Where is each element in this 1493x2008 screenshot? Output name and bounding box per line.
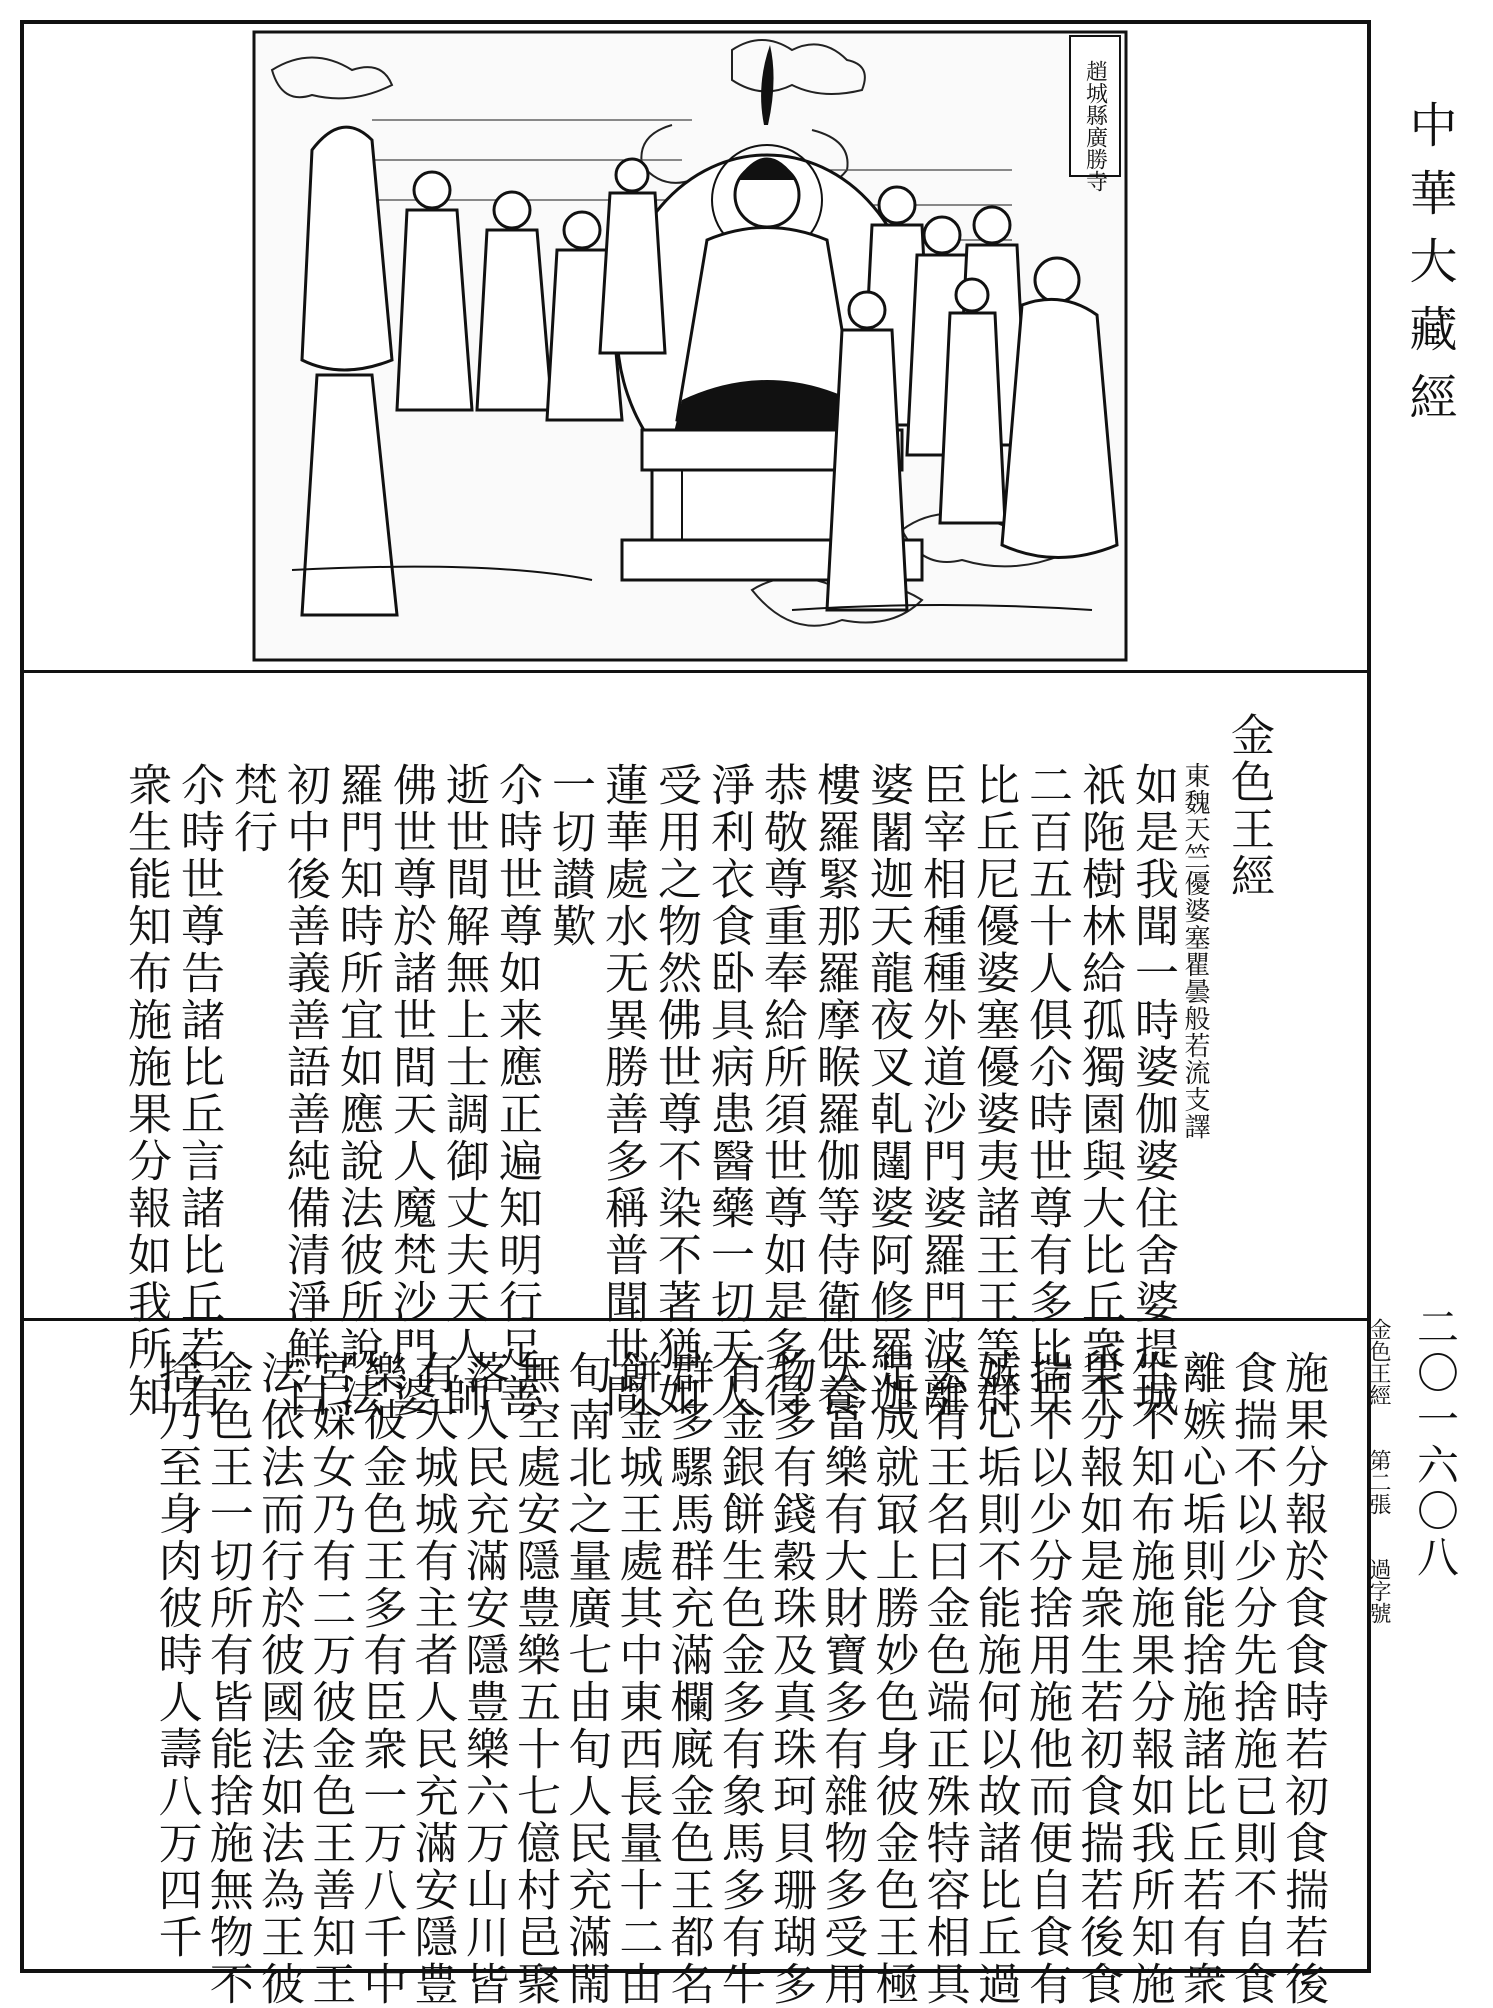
text-column-lower-17: 落人民充滿安隱豊樂六万山川皆: [457, 1350, 509, 2008]
text-column-lower-16: 無空處安隱豊樂五十七億村邑聚: [509, 1350, 560, 2008]
illustration-caption: 趙城縣廣勝寺: [1082, 60, 1108, 192]
text-column-7: 樓羅緊那羅摩睺羅伽等侍衛供養: [809, 762, 860, 1420]
side-title: 中華大藏經: [1401, 100, 1457, 440]
text-column-lower-19: 樂彼金色王多有臣衆一万八千中: [355, 1350, 407, 2008]
text-column-lower-3: 離嫉心垢則能捨施諸比丘若有衆: [1174, 1350, 1226, 2008]
text-column-lower-1: 施果分報於食食時若初食揣若後: [1277, 1350, 1328, 2008]
text-column-10: 受用之物然佛世尊不染不著猶如: [650, 762, 701, 1420]
text-column-lower-12: 有金銀餅生色金多有象馬多有牛: [713, 1350, 765, 2008]
text-column-lower-21: 法依法而行於彼國法如法為王彼: [253, 1350, 304, 2008]
text-column-18: 梵行: [226, 762, 277, 856]
text-column-9: 淨利衣食卧具病患醫藥一切天人: [703, 762, 754, 1420]
text-column-16: 羅門知時所宜如應說法彼所說法: [332, 762, 383, 1420]
translator-credit: 東魏天竺優婆塞瞿曇般若流支譯: [1180, 762, 1210, 1140]
text-column-5: 臣宰相種種外道沙門婆羅門波離: [915, 762, 966, 1420]
text-column-lower-23: 捨乃至身肉彼時人壽八万四千: [150, 1350, 202, 1961]
text-column-lower-2: 食揣不以少分先捨施已則不自食: [1225, 1350, 1277, 2008]
text-column-lower-4: 生不知布施施果分報如我所知施: [1123, 1350, 1175, 2008]
colophon: [1360, 1318, 1394, 1642]
section-divider-top: [20, 670, 1371, 673]
text-column-13: 尒時世尊如来應正遍知明行足善: [491, 762, 542, 1420]
text-column-lower-7: 嫉心垢則不能施何以故諸比丘過: [969, 1350, 1021, 2008]
text-column-lower-14: 餅金城王處其中東西長量十二由: [611, 1350, 663, 2008]
text-column-6: 婆闍迦天龍夜叉乹闥婆阿修羅迦: [862, 762, 913, 1420]
text-column-4: 比丘尼優婆塞優婆夷諸王王等群: [968, 762, 1019, 1420]
text-column-lower-13: 群多騾馬群充滿欄廐金色王都名: [662, 1350, 714, 2008]
text-column-lower-6: 揣不以少分捨用施他而便自食有: [1021, 1350, 1072, 2008]
text-column-8: 恭敬尊重奉給所須世尊如是多得: [756, 762, 807, 1420]
text-column-lower-10: 大冨樂有大財寶多有雜物多受用: [816, 1350, 868, 2008]
text-column-19: 尒時世尊告諸比丘言諸比丘若有: [173, 762, 224, 1420]
text-column-lower-18: 有大城城有主者人民充滿安隱豊: [406, 1350, 458, 2008]
text-column-lower-11: 物多有錢穀珠及真珠珂貝珊瑚多: [765, 1350, 816, 2008]
text-column-lower-9: 足成就冣上勝妙色身彼金色王極: [867, 1350, 919, 2008]
text-column-14: 逝世間解無上士調御丈夫天人師: [438, 762, 489, 1420]
text-column-1: 如是我聞一時婆伽婆住舍婆提城: [1127, 762, 1178, 1420]
text-column-lower-22: 金色王一切所有皆能捨施無物不: [201, 1350, 253, 2008]
page-number: 二〇一六〇八: [1411, 1305, 1460, 1581]
colophon-title: 金色王經: [1366, 1318, 1391, 1406]
text-column-15: 佛世尊於諸世間天人魔梵沙門婆: [385, 762, 436, 1420]
text-column-lower-8: 去有王名曰金色端正殊特容相具: [918, 1350, 970, 2008]
text-column-12: 一切讃歎: [544, 762, 595, 950]
sutra-title: 金色王經: [1223, 712, 1274, 900]
colophon-mark: 過字號: [1366, 1558, 1391, 1624]
text-column-20: 衆生能知布施施果分報如我所知: [120, 762, 171, 1420]
text-column-3: 二百五十人俱尒時世尊有多比丘: [1021, 762, 1072, 1420]
colophon-volume: 第二張: [1366, 1449, 1391, 1515]
buddha-assembly-woodcut: [252, 30, 1128, 662]
text-column-17: 初中後善義善語善純備清淨鮮白: [279, 762, 330, 1420]
text-column-lower-5: 果分報如是衆生若初食揣若後食: [1072, 1350, 1124, 2008]
text-column-lower-20: 宮婇女乃有二万彼金色王善知王: [304, 1350, 356, 2008]
text-column-11: 蓮華處水无異勝善多稱普聞世間: [597, 762, 648, 1420]
text-column-lower-15: 旬南北之量廣七由旬人民充滿閙: [560, 1350, 612, 2008]
text-column-2: 祇陁樹林給孤獨園與大比丘衆千: [1074, 762, 1125, 1420]
